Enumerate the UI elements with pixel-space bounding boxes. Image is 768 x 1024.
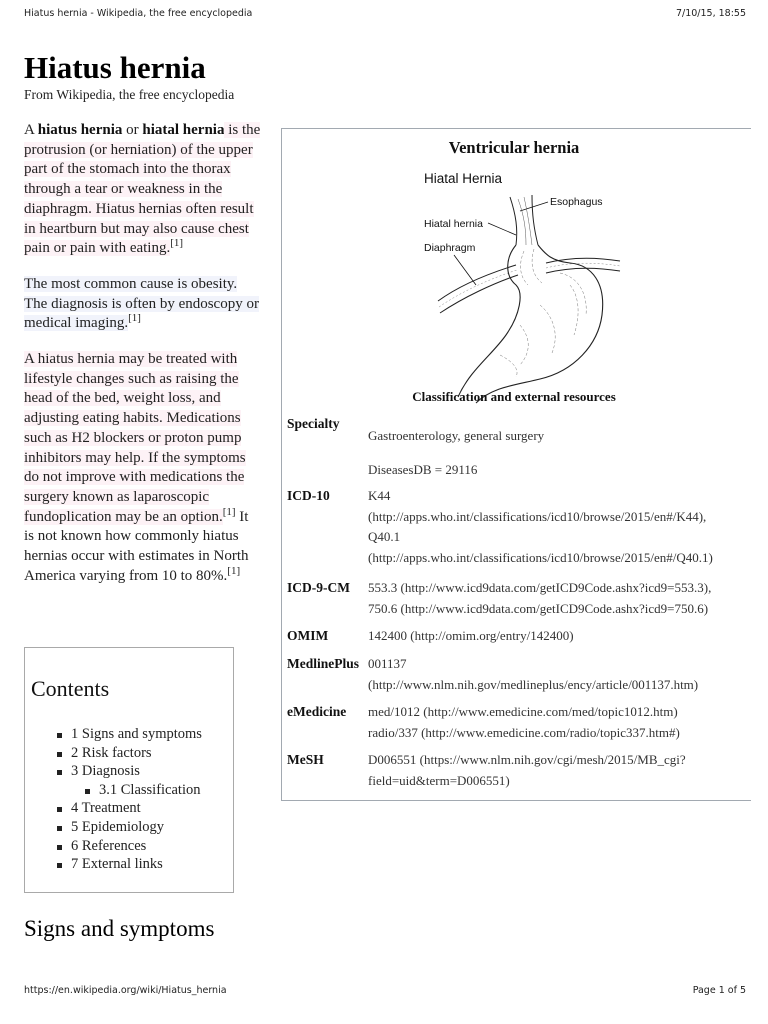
- icd10-code-q401[interactable]: Q40.1: [368, 529, 401, 544]
- toc-item[interactable]: 3 Diagnosis: [57, 762, 202, 781]
- infobox-value-icd9: [368, 578, 748, 619]
- toc-item[interactable]: 2 Risk factors: [57, 744, 202, 763]
- infobox-value-medlineplus: [368, 654, 748, 695]
- infobox-title: Ventricular hernia: [448, 138, 580, 157]
- hiatal-hernia-diagram: [420, 165, 630, 409]
- infobox-label-emedicine: eMedicine: [287, 704, 347, 719]
- infobox-value-icd10: [368, 486, 748, 568]
- infobox-label-icd9: ICD-9-CM: [287, 580, 350, 595]
- paragraph-text: or: [122, 122, 143, 138]
- section-heading-signs: Signs and symptoms: [24, 916, 215, 941]
- infobox: [281, 128, 751, 801]
- citation-link[interactable]: [1]: [222, 505, 236, 518]
- term-hiatal-hernia: hiatal hernia: [142, 122, 225, 138]
- icd10-code-k44[interactable]: K44: [368, 488, 391, 503]
- diaphragm-shape: [438, 265, 516, 301]
- icd10-link-q401[interactable]: (http://apps.who.int/classifications/icd10/browse/2015/en#/Q40.1): [368, 549, 713, 565]
- paragraph-text: It is not known how commonly hiatus hernias occur with estimates in North America varying from 10 to 80%.: [24, 508, 249, 584]
- term-hiatus-hernia: hiatus hernia: [37, 122, 123, 138]
- paragraph-text: A: [24, 122, 38, 138]
- citation-link[interactable]: [1]: [128, 312, 141, 325]
- icd9-link-7506[interactable]: 750.6 (http://www.icd9data.com/getICD9Code.ashx?icd9=750.6): [368, 600, 709, 616]
- esophagus-shape: [510, 197, 517, 245]
- label-hiatal-hernia: Hiatal hernia: [424, 218, 483, 230]
- toc-subitem[interactable]: 3.1 Classification: [57, 781, 202, 800]
- citation-link[interactable]: [1]: [170, 237, 184, 250]
- print-header-title: Hiatus hernia - Wikipedia, the free encyclopedia: [24, 8, 253, 19]
- label-diaphragm: Diaphragm: [424, 242, 476, 254]
- diseasesdb-value[interactable]: DiseasesDB = 29116: [368, 461, 478, 477]
- paragraph-text: A hiatus hernia may be treated with lifestyle changes such as raising the head of the bed, weight loss, and adjusting eating habits. Medications such as H2 blockers or proton pump inhibitors may help. If the symptoms do not improve with medications the surgery known as laparoscopic fundoplication may be an option.: [24, 351, 246, 525]
- toc-item[interactable]: 6 References: [57, 837, 202, 856]
- toc-item[interactable]: 1 Signs and symptoms: [57, 725, 202, 744]
- infobox-classification-header: Classification and external resources: [412, 389, 616, 404]
- toc-item[interactable]: 4 Treatment: [57, 799, 202, 818]
- infobox-value-mesh: [368, 750, 748, 791]
- table-of-contents: [24, 647, 234, 893]
- mesh-link-cont[interactable]: field=uid&term=D006551): [368, 772, 510, 788]
- icd10-link-k44[interactable]: (http://apps.who.int/classifications/icd10/browse/2015/en#/K44),: [368, 508, 707, 524]
- mesh-link[interactable]: D006551 (https://www.nlm.nih.gov/cgi/mesh/2015/MB_cgi?: [368, 752, 686, 767]
- toc-list: [57, 725, 202, 874]
- paragraph-text: The most common cause is obesity. The diagnosis is often by endoscopy or medical imaging.: [24, 275, 259, 332]
- intro-paragraph-2: [24, 275, 262, 334]
- print-footer-url: https://en.wikipedia.org/wiki/Hiatus_hernia: [24, 985, 227, 996]
- page-title: Hiatus hernia: [24, 50, 206, 85]
- infobox-value-omim: [368, 626, 748, 647]
- infobox-value-emedicine: [368, 702, 748, 743]
- infobox-label-specialty: Specialty: [287, 416, 340, 431]
- specialty-value[interactable]: Gastroenterology, general surgery: [368, 428, 545, 443]
- print-footer-page-number: Page 1 of 5: [692, 985, 746, 996]
- emedicine-link-med[interactable]: med/1012 (http://www.emedicine.com/med/topic1012.htm): [368, 704, 678, 719]
- page-subtitle: From Wikipedia, the free encyclopedia: [24, 87, 235, 102]
- intro-paragraph-3: [24, 350, 262, 586]
- figure-heading: Hiatal Hernia: [424, 171, 503, 186]
- icd9-link-5533[interactable]: 553.3 (http://www.icd9data.com/getICD9Code.ashx?icd9=553.3),: [368, 580, 712, 595]
- medlineplus-link[interactable]: (http://www.nlm.nih.gov/medlineplus/ency/article/001137.htm): [368, 676, 699, 692]
- infobox-value-specialty: [368, 426, 748, 480]
- infobox-label-omim: OMIM: [287, 628, 329, 643]
- citation-link[interactable]: [1]: [227, 564, 241, 577]
- intro-paragraph-1: [24, 121, 262, 259]
- print-header-timestamp: 7/10/15, 18:55: [675, 8, 746, 19]
- infobox-label-icd10: ICD-10: [287, 488, 330, 503]
- medlineplus-code[interactable]: 001137: [368, 656, 407, 671]
- infobox-label-medlineplus: MedlinePlus: [287, 656, 360, 671]
- toc-item[interactable]: 7 External links: [57, 855, 202, 874]
- emedicine-link-radio[interactable]: radio/337 (http://www.emedicine.com/radio/topic337.htm#): [368, 724, 680, 740]
- infobox-label-mesh: MeSH: [287, 752, 324, 767]
- paragraph-text: is the protrusion (or herniation) of the upper part of the stomach into the thorax through a tear or weakness in the diaphragm. Hiatus hernias often result in heartburn but may also cause chest pain or pain with eating.: [24, 122, 261, 257]
- toc-item[interactable]: 5 Epidemiology: [57, 818, 202, 837]
- label-esophagus: Esophagus: [550, 196, 603, 208]
- article-intro: [24, 121, 262, 602]
- toc-title: Contents: [31, 676, 110, 701]
- omim-link[interactable]: 142400 (http://omim.org/entry/142400): [368, 628, 574, 643]
